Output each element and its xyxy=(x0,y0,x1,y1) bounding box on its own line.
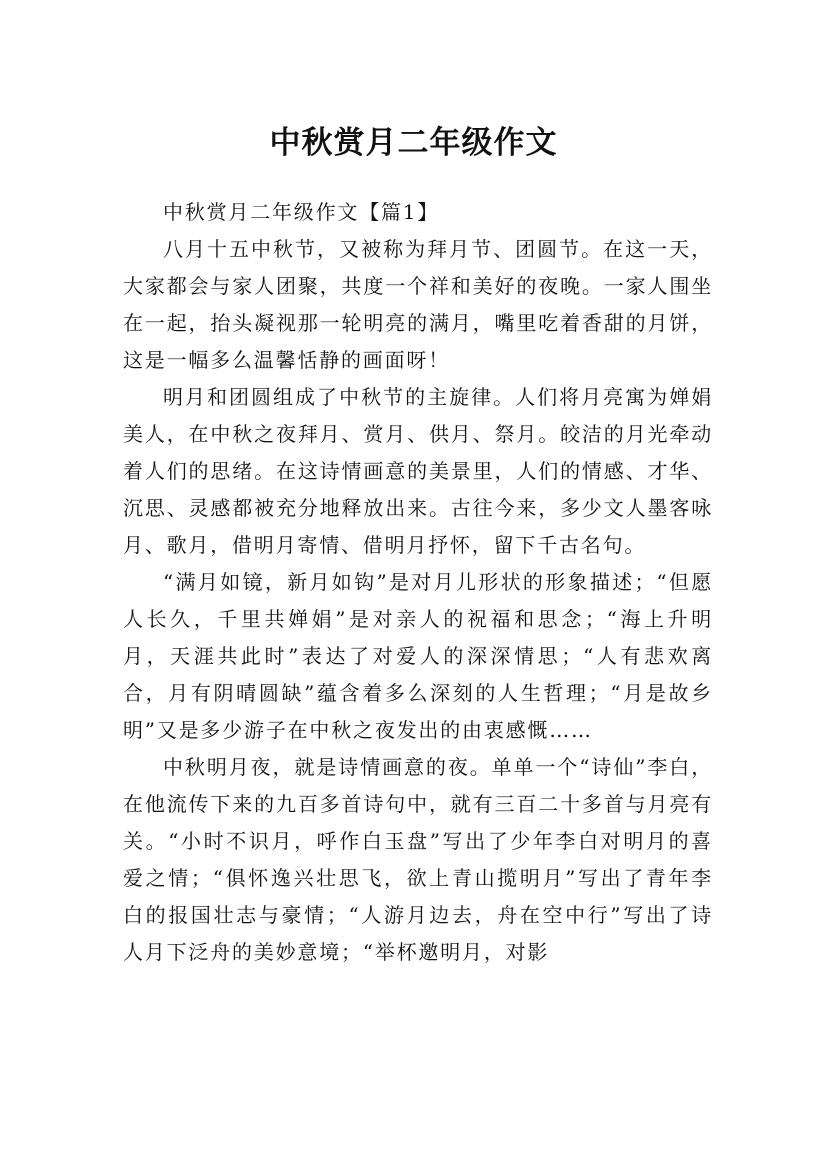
section-heading: 中秋赏月二年级作文【篇1】 xyxy=(163,200,440,224)
paragraph: 明月和团圆组成了中秋节的主旋律。人们将月亮寓为婵娟美人，在中秋之夜拜月、赏月、供月、祭月。皎洁的月光牵动着人们的思绪。在这诗情画意的美景里，人们的情感、才华、沉思、灵感都被充分地释放出来。古往今来，多少文人墨客咏月、歌月，借明月寄情、借明月抒怀，留下千古名句。 xyxy=(123,385,713,557)
paragraph: 八月十五中秋节，又被称为拜月节、团圆节。在这一天，大家都会与家人团聚，共度一个祥和美好的夜晚。一家人围坐在一起，抬头凝视那一轮明亮的满月，嘴里吃着香甜的月饼，这是一幅多么温馨恬静的画面呀！ xyxy=(123,237,713,372)
paragraph: 中秋明月夜，就是诗情画意的夜。单单一个“诗仙”李白，在他流传下来的九百多首诗句中，就有三百二十多首与月亮有关。“小时不识月，呼作白玉盘”写出了少年李白对明月的喜爱之情；“俱怀逸兴壮思飞，欲上青山揽明月”写出了青年李白的报国壮志与豪情；“人游月边去，舟在空中行”写出了诗人月下泛舟的美妙意境；“举杯邀明月，对影 xyxy=(123,755,713,964)
document-body xyxy=(123,194,713,971)
paragraph: “满月如镜，新月如钩”是对月儿形状的形象描述；“但愿人长久，千里共婵娟”是对亲人的祝福和思念；“海上升明月，天涯共此时”表达了对爱人的深深情思；“人有悲欢离合，月有阴晴圆缺”蕴含着多么深刻的人生哲理；“月是故乡明”又是多少游子在中秋之夜发出的由衷感慨…… xyxy=(123,570,713,742)
document-title: 中秋赏月二年级作文 xyxy=(269,124,558,161)
